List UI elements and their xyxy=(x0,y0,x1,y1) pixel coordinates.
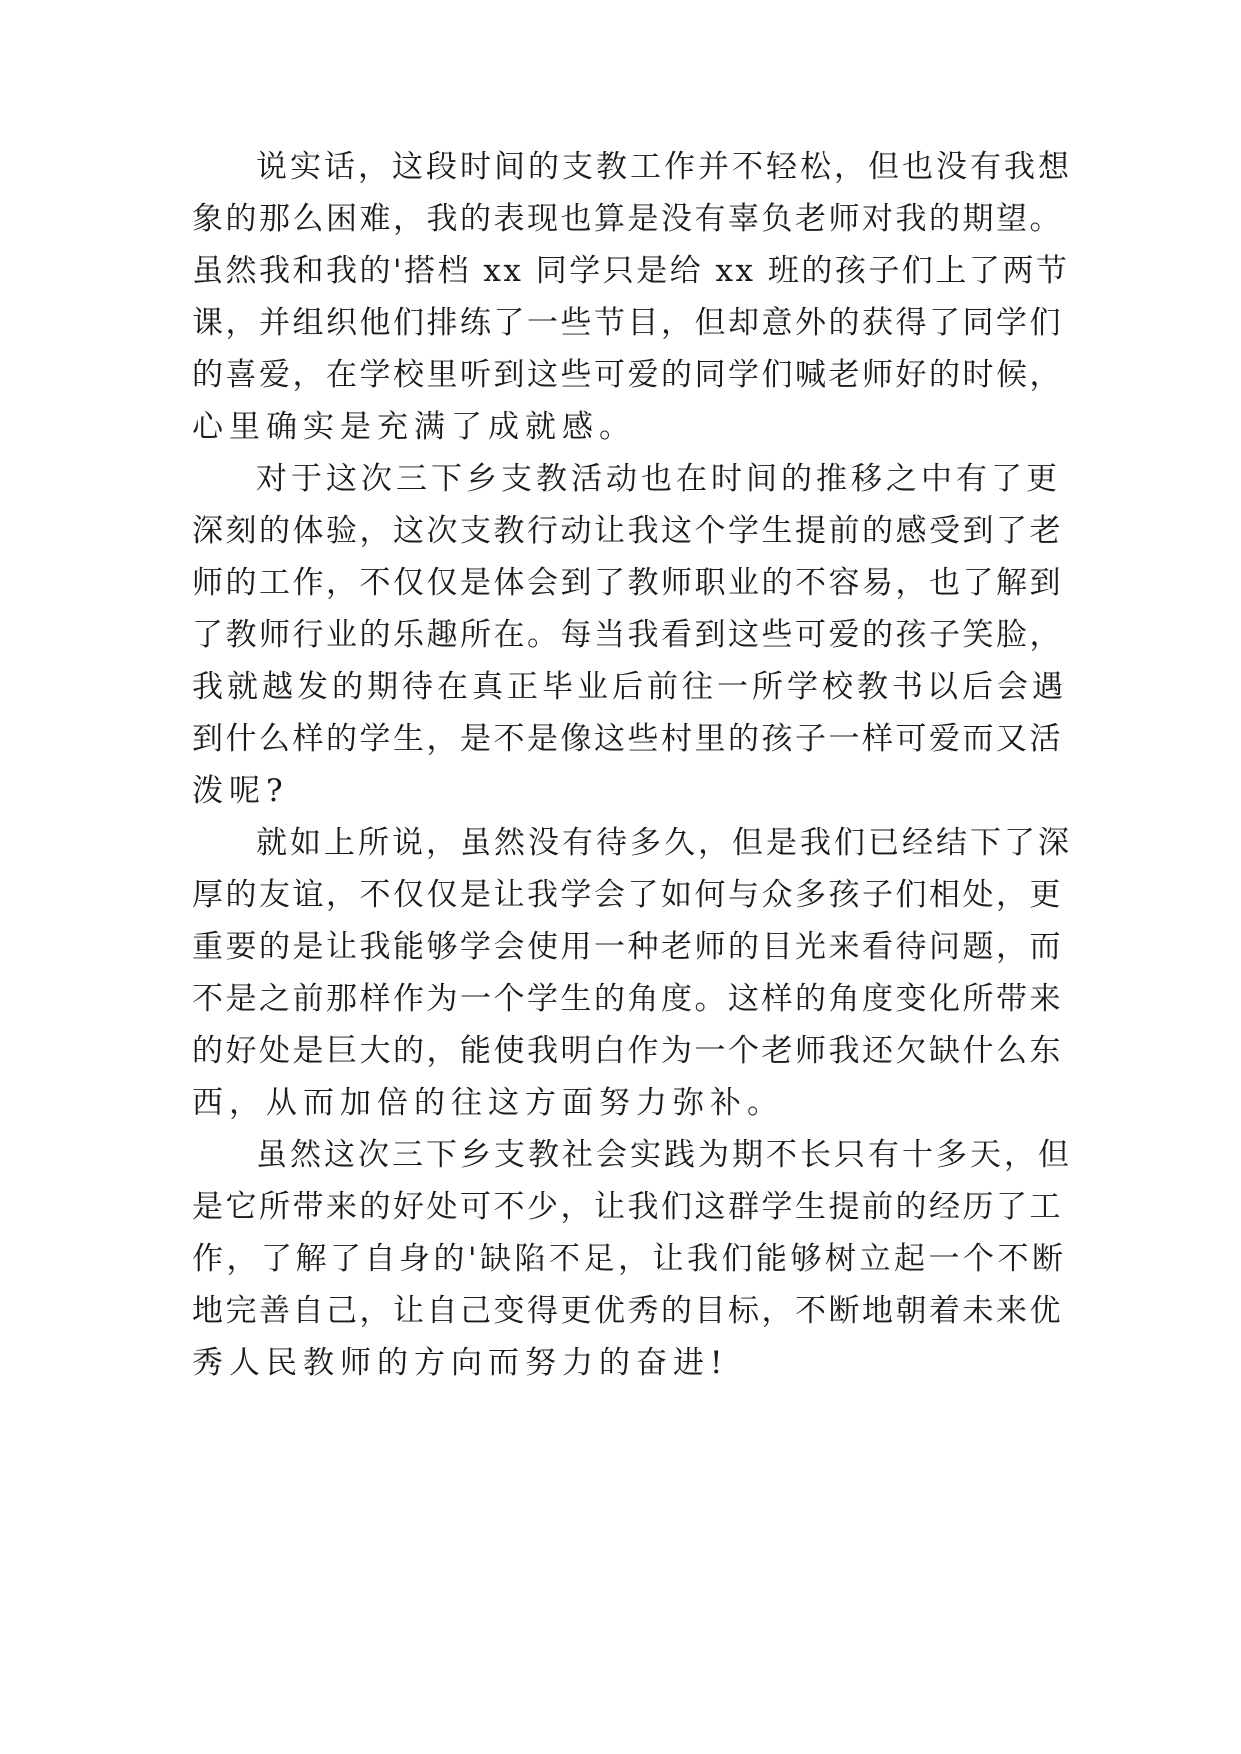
paragraph-1-line-5: 的喜爱，在学校里听到这些可爱的同学们喊老师好的时候， xyxy=(192,357,1063,393)
paragraph-4-line-2: 是它所带来的好处可不少，让我们这群学生提前的经历了工 xyxy=(192,1189,1063,1225)
paragraph-1-line-2: 象的那么困难，我的表现也算是没有辜负老师对我的期望。 xyxy=(192,201,1063,237)
paragraph-2-line-2: 深刻的体验，这次支教行动让我这个学生提前的感受到了老 xyxy=(192,513,1063,549)
paragraph-3-line-3: 重要的是让我能够学会使用一种老师的目光来看待问题，而 xyxy=(192,929,1063,965)
paragraph-2-line-7: 泼呢? xyxy=(192,773,289,809)
paragraph-2-line-5: 我就越发的期待在真正毕业后前往一所学校教书以后会遇 xyxy=(192,669,1067,705)
paragraph-4-line-1: 虽然这次三下乡支教社会实践为期不长只有十多天，但 xyxy=(256,1137,1072,1173)
paragraph-3-line-5: 的好处是巨大的，能使我明白作为一个老师我还欠缺什么东 xyxy=(192,1033,1063,1069)
paragraph-1-line-3: 虽然我和我的'搭档 xx 同学只是给 xx 班的孩子们上了两节 xyxy=(192,253,1070,289)
paragraph-3-line-1: 就如上所说，虽然没有待多久，但是我们已经结下了深 xyxy=(256,825,1072,861)
paragraph-4-line-5: 秀人民教师的方向而努力的奋进! xyxy=(192,1345,729,1381)
paragraph-3-line-4: 不是之前那样作为一个学生的角度。这样的角度变化所带来 xyxy=(192,981,1063,1017)
paragraph-2-line-3: 师的工作，不仅仅是体会到了教师职业的不容易，也了解到 xyxy=(192,565,1063,601)
paragraph-1-line-4: 课，并组织他们排练了一些节目，但却意外的获得了同学们 xyxy=(192,305,1063,341)
paragraph-1-line-1: 说实话，这段时间的支教工作并不轻松，但也没有我想 xyxy=(256,149,1072,185)
paragraph-3-line-2: 厚的友谊，不仅仅是让我学会了如何与众多孩子们相处，更 xyxy=(192,877,1063,913)
paragraph-1-line-6: 心里确实是充满了成就感。 xyxy=(192,409,636,445)
paragraph-4-line-3: 作，了解了自身的'缺陷不足，让我们能够树立起一个不断 xyxy=(192,1241,1067,1277)
paragraph-2-line-4: 了教师行业的乐趣所在。每当我看到这些可爱的孩子笑脸， xyxy=(192,617,1063,653)
paragraph-2-line-6: 到什么样的学生，是不是像这些村里的孩子一样可爱而又活 xyxy=(192,721,1063,757)
paragraph-4-line-4: 地完善自己，让自己变得更优秀的目标，不断地朝着未来优 xyxy=(192,1293,1063,1329)
paragraph-2-line-1: 对于这次三下乡支教活动也在时间的推移之中有了更 xyxy=(256,461,1061,497)
paragraph-3-line-6: 西，从而加倍的往这方面努力弥补。 xyxy=(192,1085,784,1121)
